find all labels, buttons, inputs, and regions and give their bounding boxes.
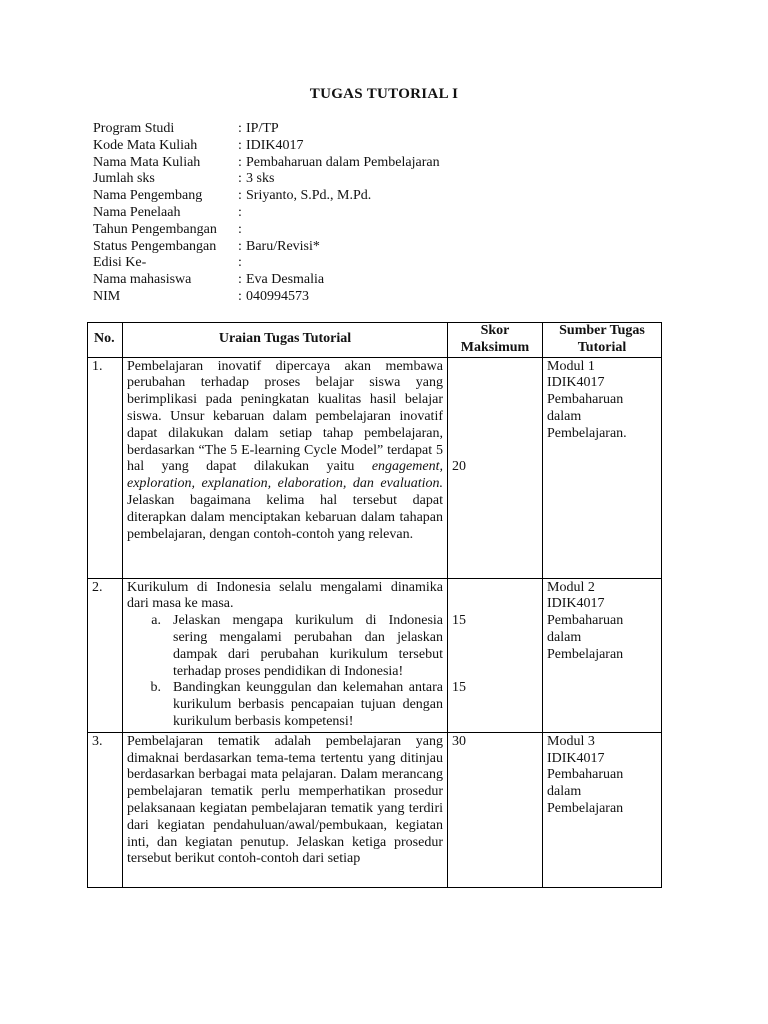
list-marker: a.	[151, 613, 161, 629]
score-spacer	[452, 580, 538, 614]
task-text-part: Jelaskan bagaimana kelima hal tersebut dapat diterapkan dalam menciptakan kebaruan dalam tahapan pembelajaran, dengan contoh-contoh yang relevan.	[127, 492, 443, 542]
meta-value: Baru/Revisi*	[246, 238, 320, 254]
meta-row-nim	[93, 289, 440, 306]
document-title: TUGAS TUTORIAL I	[309, 86, 459, 102]
meta-row-tahun-pengembangan	[93, 222, 440, 239]
source-line: Pembaharuan	[547, 613, 624, 629]
source-line: Pembelajaran	[547, 800, 624, 816]
meta-colon: :	[238, 255, 242, 271]
task-text-emphasis: engagement, exploration, explanation, elaboration, dan evaluation.	[127, 459, 443, 492]
source-line: dalam	[547, 629, 582, 645]
task-description	[123, 578, 448, 732]
list-item	[127, 680, 443, 730]
meta-colon: :	[238, 204, 242, 220]
subtask-list	[127, 613, 443, 731]
meta-colon: :	[238, 238, 242, 254]
meta-value: Sriyanto, S.Pd., M.Pd.	[246, 188, 372, 204]
task-text: Pembelajaran tematik adalah pembelajaran yang dimaknai berdasarkan tema-tema tertentu yang ditinjau berdasarkan berbagai mata pelajaran. Dalam merancang pembelajaran tematik perlu memperhatikan prosedur pelaksanaan kegiatan pembelajaran tematik yang terdiri dari kegiatan pendahuluan/awal/pembukaan, kegiatan inti, dan kegiatan penutup. Jelaskan ketiga prosedur tersebut berikut contoh-contoh dari setiap	[127, 733, 443, 867]
subtask-text: Jelaskan mengapa kurikulum di Indonesia sering mengalami perubahan dan jelaskan dampak dari perubahan kurikulum tersebut terhadap proses pendidikan di Indonesia!	[173, 613, 443, 679]
source-line: Pembaharuan	[547, 767, 624, 783]
source-line: Modul 1	[547, 358, 595, 374]
subtask-score: 15	[452, 613, 466, 629]
meta-row-edisi	[93, 255, 440, 272]
row-number: 2.	[88, 578, 123, 732]
meta-label: NIM	[93, 288, 121, 304]
source-line: dalam	[547, 408, 582, 424]
list-marker: b.	[150, 680, 161, 696]
task-intro: Kurikulum di Indonesia selalu mengalami dinamika dari masa ke masa.	[127, 579, 443, 612]
source-line: Pembelajaran	[547, 646, 624, 662]
row-source	[543, 578, 662, 732]
table-row	[88, 357, 662, 578]
meta-colon: :	[238, 137, 242, 153]
source-line: IDIK4017	[547, 375, 605, 391]
meta-colon: :	[238, 272, 242, 288]
header-task: Uraian Tugas Tutorial	[123, 323, 448, 358]
meta-label: Nama mahasiswa	[93, 272, 192, 288]
meta-label: Nama Mata Kuliah	[93, 154, 201, 170]
list-item	[127, 613, 443, 680]
table-row	[88, 732, 662, 887]
subtask-score: 15	[452, 680, 466, 696]
task-table	[87, 322, 662, 888]
row-source	[543, 732, 662, 887]
meta-value: Pembaharuan dalam Pembelajaran	[246, 154, 440, 170]
table-row	[88, 578, 662, 732]
meta-label: Nama Penelaah	[93, 204, 181, 220]
row-score: 20	[448, 357, 543, 578]
meta-value: IP/TP	[246, 121, 279, 136]
meta-label: Program Studi	[93, 121, 175, 136]
score-spacer	[452, 630, 538, 680]
meta-row-nama-mata-kuliah	[93, 155, 440, 172]
source-line: dalam	[547, 784, 582, 800]
meta-colon: :	[238, 221, 242, 237]
meta-value: Eva Desmalia	[246, 272, 325, 288]
source-line: IDIK4017	[547, 750, 605, 766]
meta-label: Edisi Ke-	[93, 255, 147, 271]
meta-colon: :	[238, 188, 242, 204]
meta-label: Status Pengembangan	[93, 238, 217, 254]
meta-label: Jumlah sks	[93, 171, 155, 187]
source-line: Modul 2	[547, 579, 595, 595]
header-no: No.	[88, 323, 123, 358]
meta-value: 3 sks	[246, 171, 275, 187]
task-description	[123, 732, 448, 887]
header-score: Skor Maksimum	[448, 323, 543, 358]
task-description	[123, 357, 448, 578]
meta-row-nama-mahasiswa	[93, 272, 440, 289]
meta-colon: :	[238, 171, 242, 187]
source-line: Pembelajaran.	[547, 425, 627, 441]
meta-row-nama-penelaah	[93, 205, 440, 222]
subtask-text: Bandingkan keunggulan dan kelemahan antara kurikulum berbasis pencapaian tujuan dengan kurikulum berbasis kompetensi!	[173, 680, 443, 729]
row-score: 30	[448, 732, 543, 887]
meta-row-kode-mata-kuliah	[93, 138, 440, 155]
meta-row-status-pengembangan	[93, 239, 440, 256]
source-line: Modul 3	[547, 733, 595, 749]
row-source	[543, 357, 662, 578]
source-line: IDIK4017	[547, 596, 605, 612]
meta-label: Kode Mata Kuliah	[93, 137, 198, 153]
meta-colon: :	[238, 288, 242, 304]
meta-value: IDIK4017	[246, 137, 304, 153]
meta-colon: :	[238, 121, 242, 136]
meta-row-program-studi	[93, 121, 440, 138]
table-header-row	[88, 323, 662, 358]
meta-colon: :	[238, 154, 242, 170]
task-text-part: Pembelajaran inovatif dipercaya akan membawa perubahan terhadap proses belajar siswa yang berimplikasi pada peningkatan kualitas hasil belajar siswa. Unsur kebaruan dalam pembelajaran inovatif dapat dilakukan dalam setiap tahap pembelajaran, berdasarkan “The 5 E-learning Cycle Model” terdapat 5 hal yang dapat dilakukan yaitu	[127, 358, 443, 475]
task-text	[127, 359, 443, 544]
meta-row-jumlah-sks	[93, 171, 440, 188]
meta-value: 040994573	[246, 288, 309, 304]
meta-label: Tahun Pengembangan	[93, 221, 217, 237]
row-score	[448, 578, 543, 732]
header-source: Sumber Tugas Tutorial	[543, 323, 662, 358]
course-info	[93, 121, 440, 306]
row-number: 3.	[88, 732, 123, 887]
row-number: 1.	[88, 357, 123, 578]
meta-row-nama-pengembang	[93, 188, 440, 205]
meta-label: Nama Pengembang	[93, 188, 203, 204]
source-line: Pembaharuan	[547, 392, 624, 408]
